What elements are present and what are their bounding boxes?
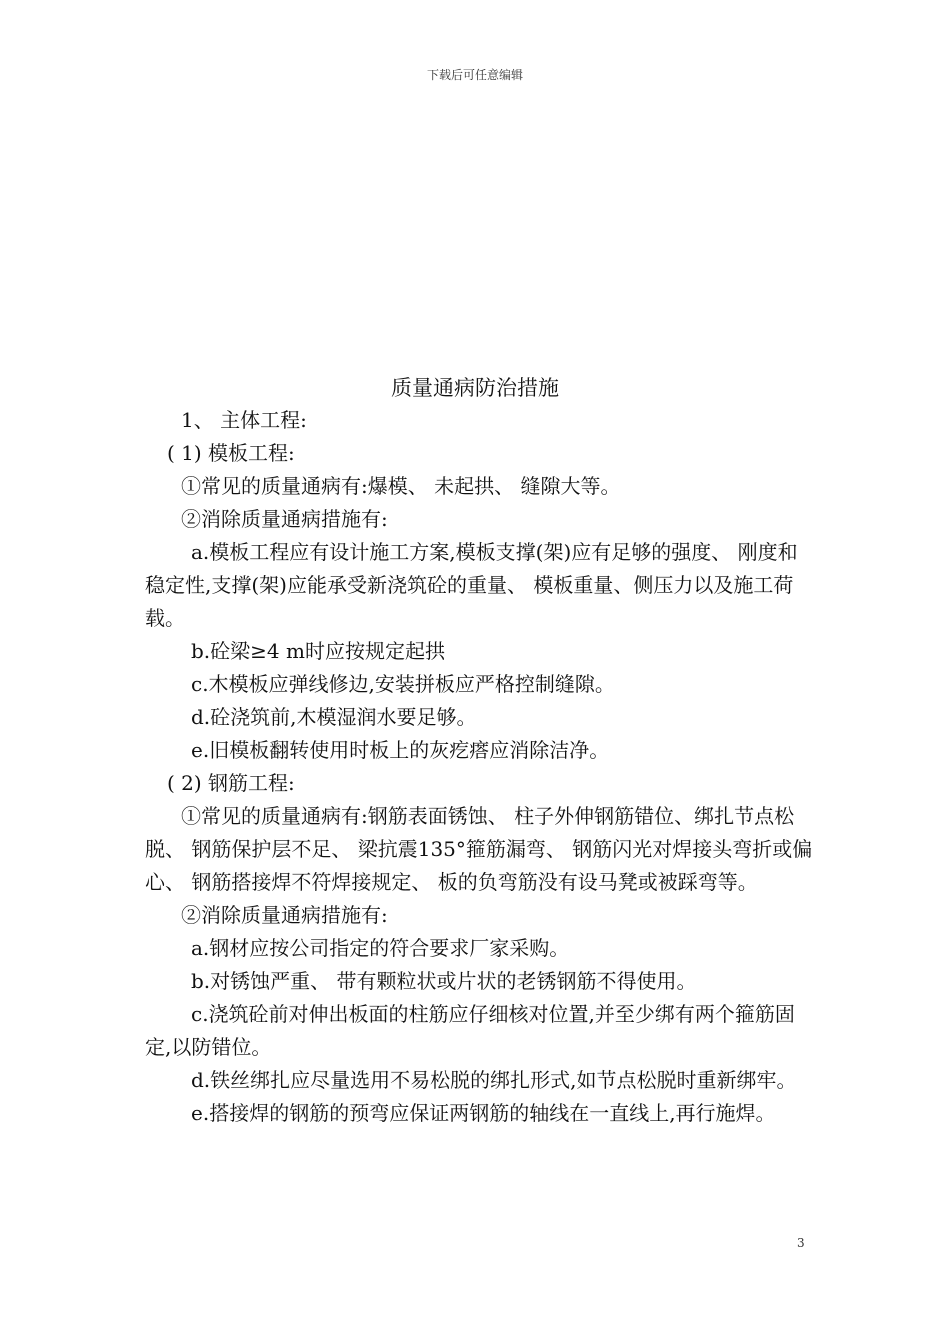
- document-title: 质量通病防治措施: [391, 376, 559, 400]
- list-item-rebar-c: c.浇筑砼前对伸出板面的柱筋应仔细核对位置,并至少绑有两个箍筋固定,以防错位。: [145, 1002, 795, 1059]
- list-item-formwork-a: a.模板工程应有设计施工方案,模板支撑(架)应有足够的强度、 刚度和稳定性,支撑(架)应能承受新浇筑砼的重量、 模板重量、侧压力以及施工荷载。: [145, 540, 798, 630]
- list-item-rebar-e: e.搭接焊的钢筋的预弯应保证两钢筋的轴线在一直线上,再行施焊。: [191, 1101, 776, 1125]
- list-item-formwork-b: b.砼梁≥4 m时应按规定起拱: [191, 639, 445, 663]
- list-item-formwork-c: c.木模板应弹线修边,安装拼板应严格控制缝隙。: [191, 672, 615, 696]
- paragraph-formwork-defects: ①常见的质量通病有:爆模、 未起拱、 缝隙大等。: [181, 474, 621, 498]
- page-number: 3: [797, 1236, 805, 1250]
- paragraph-formwork-measures-heading: ②消除质量通病措施有:: [181, 507, 388, 531]
- list-item-rebar-d: d.铁丝绑扎应尽量选用不易松脱的绑扎形式,如节点松脱时重新绑牢。: [191, 1068, 797, 1092]
- paragraph-rebar-defects: ①常见的质量通病有:钢筋表面锈蚀、 柱子外伸钢筋错位、绑扎节点松脱、 钢筋保护层不足、 梁抗震135°箍筋漏弯、 钢筋闪光对焊接头弯折或偏心、 钢筋搭接焊不符焊接规定、 板的负弯筋没有设马凳或被踩弯等。: [145, 804, 813, 894]
- paragraph-rebar-measures-heading: ②消除质量通病措施有:: [181, 903, 388, 927]
- list-item-rebar-a: a.钢材应按公司指定的符合要求厂家采购。: [191, 936, 570, 960]
- subsection-heading-formwork: ( 1) 模板工程:: [167, 441, 295, 465]
- list-item-rebar-b: b.对锈蚀严重、 带有颗粒状或片状的老锈钢筋不得使用。: [191, 969, 697, 993]
- list-item-formwork-e: e.旧模板翻转使用时板上的灰疙瘩应消除洁净。: [191, 738, 610, 762]
- subsection-heading-rebar: ( 2) 钢筋工程:: [167, 771, 295, 795]
- section-heading-main-project: 1、 主体工程:: [181, 408, 307, 432]
- document-body: [145, 404, 815, 1130]
- page-header-note: 下载后可任意编辑: [426, 68, 523, 82]
- list-item-formwork-d: d.砼浇筑前,木模湿润水要足够。: [191, 705, 477, 729]
